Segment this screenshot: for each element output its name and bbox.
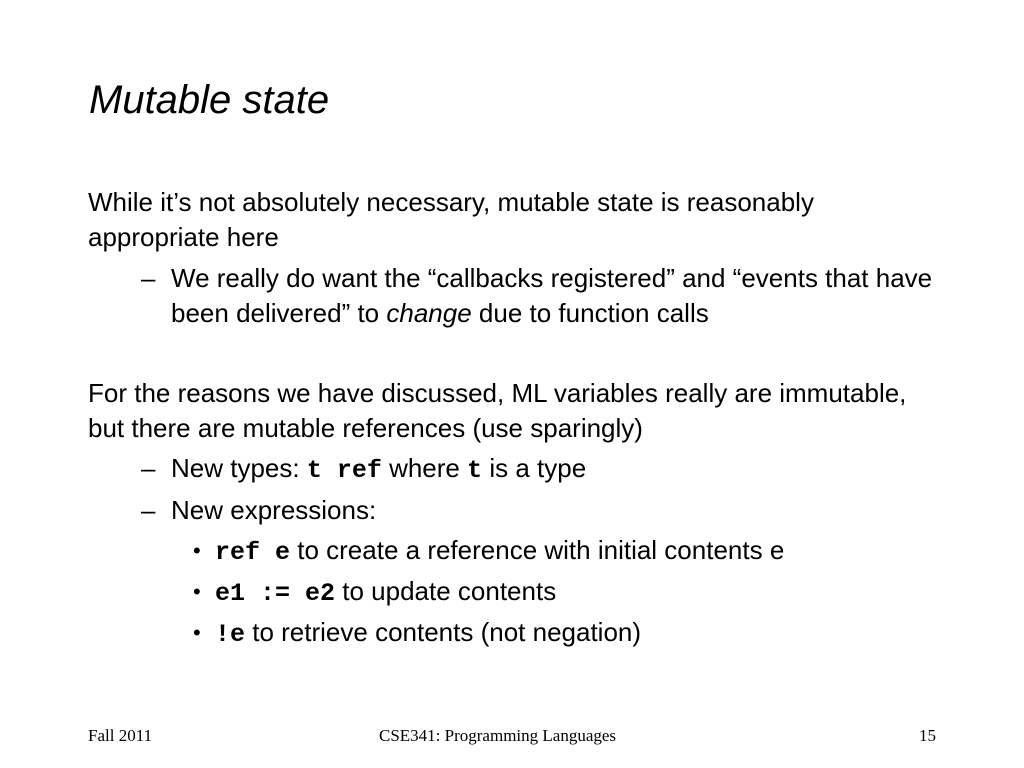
code-t: t [467,456,483,485]
bullet-ref-e [193,533,784,570]
bullet-deref [193,615,641,652]
bullet-marker: • [193,579,201,604]
footer-course: CSE341: Programming Languages [379,726,617,745]
sub-point-text [171,261,961,331]
code-ref-e: ref e [215,538,291,567]
paragraph-mutable-state-rationale: While it’s not absolutely necessary, mutable state is reasonably appropriate here [88,187,814,252]
sub-point-text [171,451,961,488]
text-where: where [381,453,468,483]
text-new-types: New types: [171,453,307,483]
paragraph-ml-references: For the reasons we have discussed, ML variables really are immutable, but there are mutable references (use sparingly) [88,378,907,443]
code-deref: !e [215,620,246,649]
bullet-text: to retrieve contents (not negation) [245,617,642,647]
sub-point-new-types [141,451,961,488]
footer-term: Fall 2011 [88,726,153,745]
code-t-ref: t ref [306,456,382,485]
dash-marker: – [141,453,156,483]
sub-point-text-before: We really do want the “callbacks registered” and “events that have been delivered” to [171,263,933,328]
sub-point-callbacks [141,261,961,331]
code-assign: e1 := e2 [215,579,336,608]
sub-point-text: New expressions: [171,495,377,525]
bullet-marker: • [193,538,201,563]
bullet-text: to create a reference with initial contents e [290,535,785,565]
bullet-assign [193,574,556,611]
sub-point-new-expressions [141,493,961,528]
dash-marker: – [141,263,156,293]
text-is-a-type: is a type [482,453,587,483]
emphasized-word: change [386,298,472,328]
bullet-marker: • [193,620,201,645]
footer-page-number: 15 [919,726,936,745]
dash-marker: – [141,495,156,525]
slide-title: Mutable state [89,78,330,122]
bullet-text: to update contents [335,576,557,606]
sub-point-text-after: due to function calls [471,298,709,328]
